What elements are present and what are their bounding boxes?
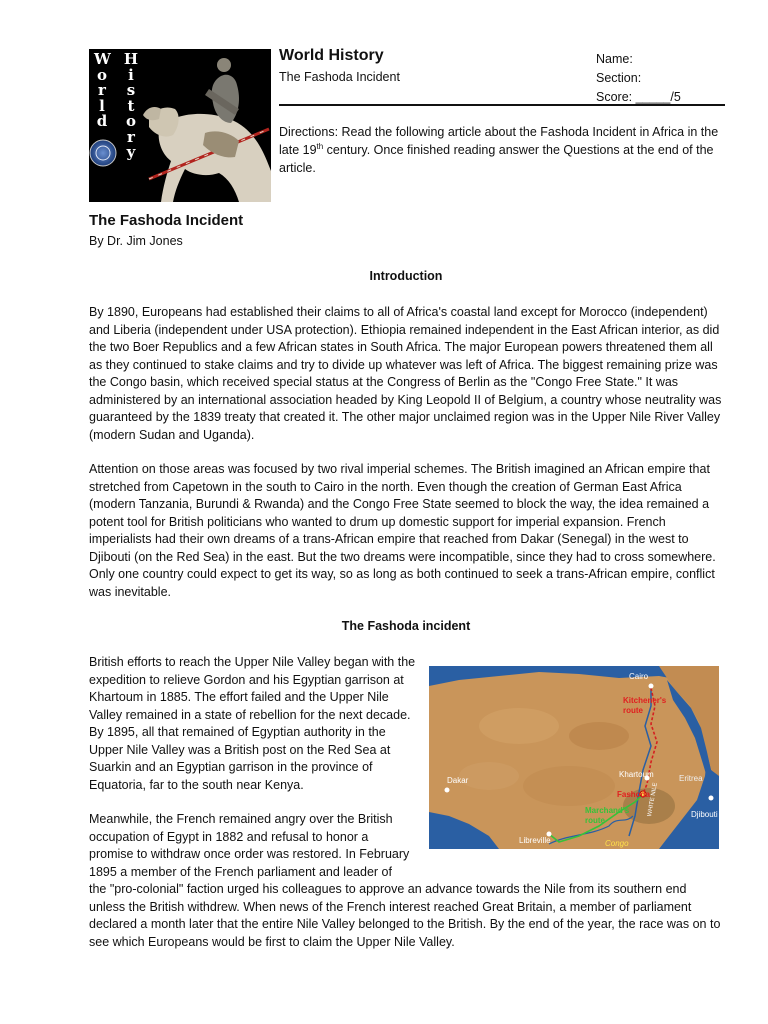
directions-part: Directions: Read the following article about the Fashoda Incident in Africa in the late 19 bbox=[279, 125, 719, 157]
text-line: promise to withdraw once order was restored. In February bbox=[89, 847, 410, 861]
incident-paragraph-1: British efforts to reach the Upper Nile Valley began with the expedition to relieve Gordon and his Egyptian garrison at Khartoum in 1885. The effort failed and the Upper Nile Valley remained in a state of rebellion for the next decade. By 1895, all that remained of Egyptian authority in the Upper Nile Valley was a British post on the Red Sea at Suarkin and an Egyptian garrison in the province of Equatoria, far to the south near Kenya. bbox=[89, 655, 416, 792]
logo-letter: l bbox=[99, 96, 105, 115]
logo-letter: i bbox=[128, 65, 134, 84]
map-label-eritrea: Eritrea bbox=[679, 774, 703, 783]
logo-word-history bbox=[123, 52, 139, 161]
logo-letter: o bbox=[96, 65, 107, 84]
worksheet-topic: The Fashoda Incident bbox=[279, 70, 400, 84]
logo-letter: s bbox=[126, 81, 136, 99]
text-line: Meanwhile, the French remained angry over the British bbox=[89, 812, 393, 826]
incident-paragraph-2-rest: the "pro-colonial" faction urged his colleagues to approve an advance towards the Nile from its southern end unless the British withdrew. When news of the French interest reached Great Britain, a member of parliament declared a month later that the entire Nile Valley belonged to the British. By the end of the year, the race was on to see which Europeans would be first to claim the Upper Nile Valley. bbox=[89, 882, 721, 949]
intro-paragraph-1: By 1890, Europeans had established their claims to all of Africa's coastal land except for Morocco (independent) and Liberia (independent under USA protection). Ethiopia remained independent in the East African interior, as did the two Boer Republics and a few African states in South Africa. The major European powers threatened them all as they continued to stake claims and try to divide up whatever was left of Africa. The biggest remaining prize was the Congo basin, which received special status at the Congress of Berlin as the "Congo Free State." It was administered by an international association headed by King Leopold II of Belgium, a country whose neutrality was guaranteed by the 1839 treaty that created it. The other major unclaimed region was in the Upper Nile River Valley (modern Sudan and Uganda). bbox=[89, 305, 722, 442]
logo-letter: d bbox=[96, 112, 108, 130]
map-label-cairo: Cairo bbox=[629, 672, 649, 681]
logo-letter: W bbox=[94, 50, 111, 68]
score-field-label: Score: _____/5 bbox=[596, 90, 681, 104]
intro-paragraph-2: Attention on those areas was focused by two rival imperial schemes. The British imagined an African empire that stretched from Capetown in the south to Cairo in the north. Even though the creation of German East Africa (modern Tanzania, Burundi & Rwanda) and the Congo Free State seemed to block the way, the idea remained a potent tool for British politicians who wanted to drum up domestic support for imperial expansion. French imperialists had their own dreams of a trans-African empire that reached from Dakar (Senegal) in the west to Djibouti (on the Red Sea) in the east. But the two dreams were incompatible, since they had to cross somewhere. Only one country could expect to get its way, so as long as both continued to seek a trans-African empire, conflict was inevitable. bbox=[89, 462, 716, 599]
cairo-dot bbox=[649, 684, 654, 689]
logo-word-world bbox=[94, 52, 110, 130]
ordinal-superscript: th bbox=[316, 141, 324, 151]
fashoda-map bbox=[429, 666, 719, 849]
logo-letter: t bbox=[127, 96, 135, 115]
dakar-dot bbox=[445, 788, 450, 793]
map-label-congo: Congo bbox=[605, 839, 629, 848]
article-title: The Fashoda Incident bbox=[89, 212, 244, 229]
map-label-libreville: Libreville bbox=[519, 836, 551, 845]
incident-paragraph-2-start bbox=[89, 811, 429, 881]
djibouti-dot bbox=[709, 796, 714, 801]
horseman-illustration bbox=[89, 49, 271, 202]
map-label-djibouti: Djibouti bbox=[691, 810, 718, 819]
fashoda-incident-heading: The Fashoda incident bbox=[341, 619, 471, 633]
africa-map-image bbox=[429, 666, 719, 849]
logo-letter: r bbox=[98, 81, 106, 99]
map-label-fashoda: Fashoda bbox=[617, 790, 650, 799]
text-line: occupation of Egypt in 1882 and refusal to honor a bbox=[89, 829, 369, 844]
map-label-khartoum: Khartoum bbox=[619, 770, 654, 779]
course-title: World History bbox=[279, 47, 384, 64]
directions-part: century. Once finished reading answer the Questions at the end of the article. bbox=[279, 143, 714, 175]
name-field-label: Name: bbox=[596, 52, 633, 66]
header-divider bbox=[279, 104, 725, 106]
map-label-kitchener-route: Kitchener's route bbox=[623, 696, 667, 715]
logo-letter: o bbox=[125, 112, 136, 130]
map-label-dakar: Dakar bbox=[447, 776, 469, 785]
map-label-marchand-route: Marchand's route bbox=[585, 806, 630, 825]
section-field-label: Section: bbox=[596, 71, 642, 85]
logo-letter: r bbox=[127, 127, 135, 146]
article-author: By Dr. Jim Jones bbox=[89, 234, 183, 248]
student-info-fields bbox=[596, 50, 681, 107]
world-history-logo bbox=[89, 49, 271, 202]
logo-letter: H bbox=[123, 50, 139, 68]
text-line: 1895 a member of the French parliament and leader of bbox=[89, 864, 392, 879]
directions-text bbox=[279, 123, 719, 177]
map-label-white-nile: WHITE NILE bbox=[647, 782, 659, 818]
introduction-heading: Introduction bbox=[369, 269, 443, 283]
logo-letter: y bbox=[126, 143, 136, 161]
